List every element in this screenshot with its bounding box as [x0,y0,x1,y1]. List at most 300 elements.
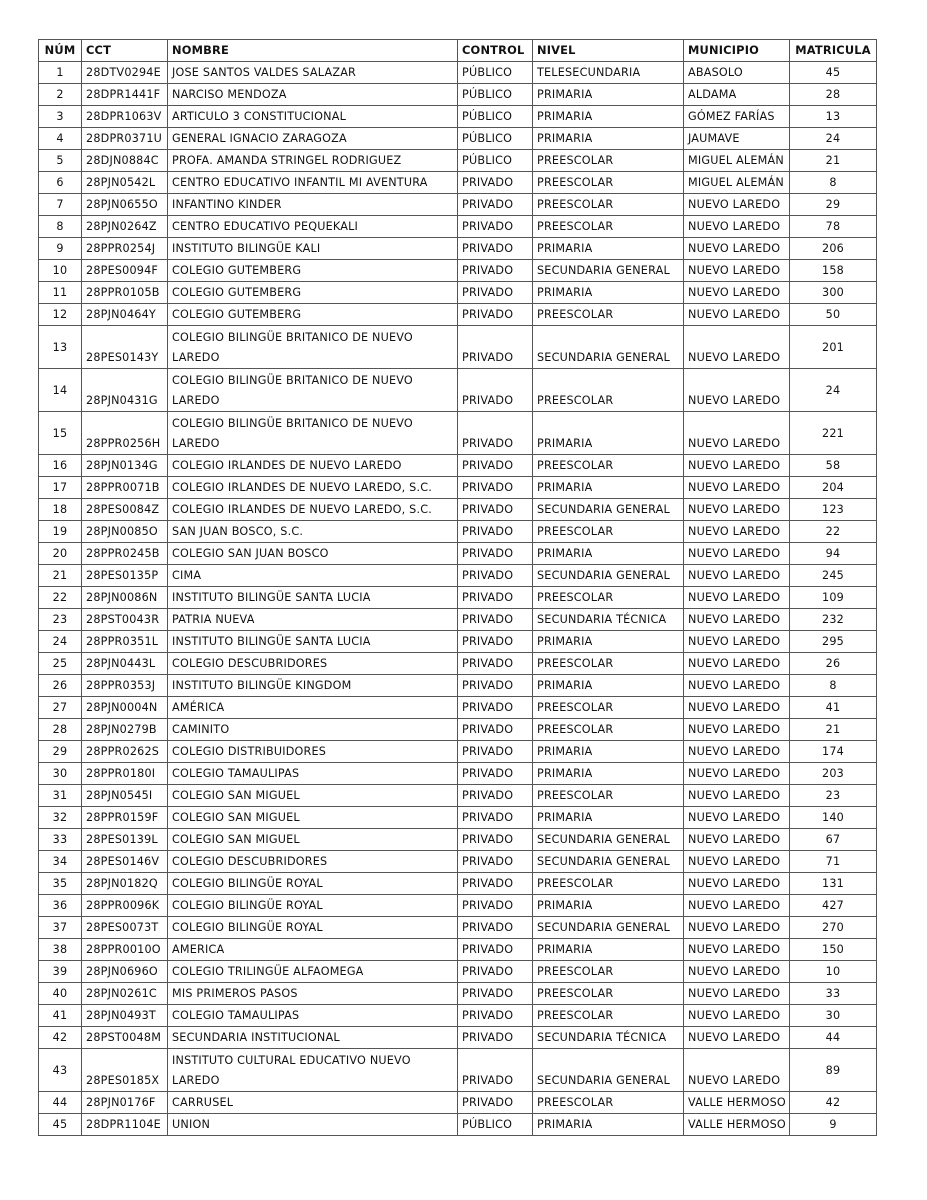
cell-cct: 28DPR1104E [82,1114,168,1136]
cell-num: 17 [39,477,82,499]
cell-nivel: PREESCOLAR [533,961,684,983]
cell-nombre: COLEGIO DISTRIBUIDORES [168,741,458,763]
table-row [39,1027,877,1049]
cell-control: PRIVADO [458,543,533,565]
cell-nivel: PREESCOLAR [533,873,684,895]
table-row [39,961,877,983]
cell-municipio: NUEVO LAREDO [684,785,790,807]
cell-municipio: NUEVO LAREDO [684,194,790,216]
cell-cct: 28PJN0261C [82,983,168,1005]
cell-num: 9 [39,238,82,260]
cell-control: PRIVADO [458,873,533,895]
cell-nivel: PRIMARIA [533,741,684,763]
cell-nombre: INSTITUTO BILINGÜE SANTA LUCIA [168,587,458,609]
cell-nivel: SECUNDARIA TÉCNICA [533,1027,684,1049]
cell-municipio: NUEVO LAREDO [684,587,790,609]
cell-municipio: VALLE HERMOSO [684,1114,790,1136]
cell-control: PRIVADO [458,194,533,216]
cell-control: PRIVADO [458,455,533,477]
cell-control: PRIVADO [458,1092,533,1114]
cell-cct: 28PJN0264Z [82,216,168,238]
cell-matricula: 33 [790,983,877,1005]
cell-nombre: COLEGIO SAN MIGUEL [168,785,458,807]
table-row [39,983,877,1005]
cell-nivel: PREESCOLAR [533,719,684,741]
table-row [39,675,877,697]
table-row [39,455,877,477]
cell-municipio: NUEVO LAREDO [684,675,790,697]
cell-municipio: NUEVO LAREDO [684,216,790,238]
cell-control: PRIVADO [458,829,533,851]
cell-cct: 28PJN0431G [82,369,168,412]
cell-nivel: PRIMARIA [533,675,684,697]
cell-nombre: CARRUSEL [168,1092,458,1114]
cell-nombre: COLEGIO TAMAULIPAS [168,1005,458,1027]
cell-num: 27 [39,697,82,719]
cell-cct: 28DPR1063V [82,106,168,128]
cell-matricula: 21 [790,150,877,172]
cell-nombre: COLEGIO DESCUBRIDORES [168,851,458,873]
cell-control: PÚBLICO [458,128,533,150]
table-row [39,807,877,829]
cell-cct: 28PPR0096K [82,895,168,917]
cell-nombre: AMERICA [168,939,458,961]
cell-cct: 28DTV0294E [82,62,168,84]
table-body [39,62,877,1136]
cell-nombre: COLEGIO BILINGÜE ROYAL [168,895,458,917]
cell-num: 14 [39,369,82,412]
cell-nivel: PRIMARIA [533,238,684,260]
cell-num: 33 [39,829,82,851]
cell-matricula: 204 [790,477,877,499]
cell-nivel: PRIMARIA [533,631,684,653]
table-row [39,653,877,675]
header-row [39,40,877,62]
cell-nombre: PATRIA NUEVA [168,609,458,631]
table-row [39,1092,877,1114]
cell-num: 23 [39,609,82,631]
cell-nivel: PRIMARIA [533,128,684,150]
cell-control: PRIVADO [458,697,533,719]
cell-nombre: INSTITUTO BILINGÜE KINGDOM [168,675,458,697]
table-row [39,609,877,631]
cell-nombre: COLEGIO SAN MIGUEL [168,807,458,829]
cell-nombre: INFANTINO KINDER [168,194,458,216]
cell-matricula: 123 [790,499,877,521]
cell-matricula: 26 [790,653,877,675]
table-row [39,106,877,128]
table-row [39,260,877,282]
cell-nivel: PRIMARIA [533,84,684,106]
cell-control: PÚBLICO [458,84,533,106]
cell-municipio: MIGUEL ALEMÁN [684,150,790,172]
cell-cct: 28PJN0182Q [82,873,168,895]
table-row [39,369,877,412]
cell-matricula: 21 [790,719,877,741]
cell-nombre: NARCISO MENDOZA [168,84,458,106]
table-row [39,412,877,455]
cell-num: 26 [39,675,82,697]
cell-num: 40 [39,983,82,1005]
cell-cct: 28DPR1441F [82,84,168,106]
cell-matricula: 10 [790,961,877,983]
cell-nombre: UNION [168,1114,458,1136]
table-row [39,543,877,565]
cell-nombre: CIMA [168,565,458,587]
cell-control: PRIVADO [458,521,533,543]
cell-num: 31 [39,785,82,807]
cell-nivel: PRIMARIA [533,543,684,565]
cell-num: 1 [39,62,82,84]
cell-control: PRIVADO [458,216,533,238]
cell-cct: 28PPR0105B [82,282,168,304]
cell-municipio: MIGUEL ALEMÁN [684,172,790,194]
cell-matricula: 45 [790,62,877,84]
table-row [39,84,877,106]
cell-municipio: NUEVO LAREDO [684,697,790,719]
cell-control: PRIVADO [458,282,533,304]
cell-municipio: NUEVO LAREDO [684,326,790,369]
cell-cct: 28PPR0159F [82,807,168,829]
cell-municipio: NUEVO LAREDO [684,282,790,304]
cell-matricula: 140 [790,807,877,829]
cell-cct: 28PPR0071B [82,477,168,499]
cell-nivel: PREESCOLAR [533,983,684,1005]
cell-nivel: PRIMARIA [533,282,684,304]
table-row [39,939,877,961]
cell-nombre: MIS PRIMEROS PASOS [168,983,458,1005]
table-row [39,895,877,917]
table-header [39,40,877,62]
cell-cct: 28PPR0245B [82,543,168,565]
cell-matricula: 221 [790,412,877,455]
cell-control: PRIVADO [458,851,533,873]
cell-num: 15 [39,412,82,455]
cell-municipio: ABASOLO [684,62,790,84]
header-nombre: NOMBRE [168,40,458,62]
schools-table [38,39,877,1136]
cell-cct: 28PJN0464Y [82,304,168,326]
cell-num: 19 [39,521,82,543]
cell-municipio: NUEVO LAREDO [684,719,790,741]
cell-matricula: 300 [790,282,877,304]
cell-nombre: CENTRO EDUCATIVO PEQUEKALI [168,216,458,238]
cell-control: PÚBLICO [458,62,533,84]
cell-matricula: 13 [790,106,877,128]
table-row [39,631,877,653]
cell-nombre: COLEGIO BILINGÜE BRITANICO DE NUEVO LAREDO [168,326,458,369]
cell-municipio: VALLE HERMOSO [684,1092,790,1114]
cell-nombre: COLEGIO SAN MIGUEL [168,829,458,851]
cell-matricula: 58 [790,455,877,477]
cell-control: PRIVADO [458,304,533,326]
cell-nivel: TELESECUNDARIA [533,62,684,84]
cell-nivel: SECUNDARIA GENERAL [533,326,684,369]
cell-num: 2 [39,84,82,106]
cell-cct: 28PPR0010O [82,939,168,961]
cell-municipio: ALDAMA [684,84,790,106]
cell-num: 8 [39,216,82,238]
cell-nivel: PREESCOLAR [533,194,684,216]
cell-matricula: 29 [790,194,877,216]
cell-nivel: PREESCOLAR [533,150,684,172]
cell-nivel: PRIMARIA [533,106,684,128]
cell-nombre: INSTITUTO CULTURAL EDUCATIVO NUEVO LAREDO [168,1049,458,1092]
cell-municipio: NUEVO LAREDO [684,653,790,675]
cell-control: PRIVADO [458,983,533,1005]
cell-matricula: 203 [790,763,877,785]
cell-num: 45 [39,1114,82,1136]
cell-matricula: 41 [790,697,877,719]
cell-num: 38 [39,939,82,961]
cell-matricula: 174 [790,741,877,763]
cell-control: PRIVADO [458,412,533,455]
cell-nivel: PREESCOLAR [533,697,684,719]
table-row [39,873,877,895]
cell-nivel: SECUNDARIA GENERAL [533,829,684,851]
cell-nombre: COLEGIO GUTEMBERG [168,260,458,282]
cell-cct: 28PES0094F [82,260,168,282]
cell-matricula: 24 [790,369,877,412]
cell-control: PÚBLICO [458,106,533,128]
table-row [39,829,877,851]
table-row [39,851,877,873]
header-cct: CCT [82,40,168,62]
cell-municipio: NUEVO LAREDO [684,741,790,763]
cell-matricula: 30 [790,1005,877,1027]
cell-num: 18 [39,499,82,521]
cell-control: PRIVADO [458,631,533,653]
cell-control: PRIVADO [458,675,533,697]
cell-control: PRIVADO [458,653,533,675]
cell-municipio: NUEVO LAREDO [684,983,790,1005]
cell-control: PRIVADO [458,260,533,282]
cell-cct: 28PST0048M [82,1027,168,1049]
table-row [39,565,877,587]
cell-municipio: NUEVO LAREDO [684,939,790,961]
cell-matricula: 71 [790,851,877,873]
table-row [39,304,877,326]
cell-matricula: 8 [790,675,877,697]
cell-nivel: PREESCOLAR [533,369,684,412]
cell-matricula: 44 [790,1027,877,1049]
cell-cct: 28PES0139L [82,829,168,851]
cell-nombre: COLEGIO BILINGÜE BRITANICO DE NUEVO LAREDO [168,369,458,412]
cell-num: 43 [39,1049,82,1092]
cell-control: PRIVADO [458,369,533,412]
cell-matricula: 109 [790,587,877,609]
table-row [39,150,877,172]
cell-matricula: 131 [790,873,877,895]
header-matricula: MATRICULA [790,40,877,62]
cell-municipio: NUEVO LAREDO [684,763,790,785]
cell-num: 36 [39,895,82,917]
cell-nivel: PREESCOLAR [533,1005,684,1027]
cell-num: 37 [39,917,82,939]
cell-num: 16 [39,455,82,477]
table-row [39,741,877,763]
cell-nivel: SECUNDARIA GENERAL [533,917,684,939]
cell-cct: 28PES0143Y [82,326,168,369]
cell-municipio: NUEVO LAREDO [684,238,790,260]
cell-cct: 28PES0185X [82,1049,168,1092]
header-municipio: MUNICIPIO [684,40,790,62]
cell-nombre: COLEGIO IRLANDES DE NUEVO LAREDO [168,455,458,477]
cell-cct: 28PJN0655O [82,194,168,216]
cell-municipio: NUEVO LAREDO [684,304,790,326]
cell-num: 24 [39,631,82,653]
table-row [39,194,877,216]
cell-num: 42 [39,1027,82,1049]
cell-matricula: 50 [790,304,877,326]
cell-matricula: 295 [790,631,877,653]
cell-control: PRIVADO [458,1005,533,1027]
cell-cct: 28PES0073T [82,917,168,939]
cell-nombre: AMÉRICA [168,697,458,719]
cell-municipio: GÓMEZ FARÍAS [684,106,790,128]
cell-matricula: 232 [790,609,877,631]
cell-control: PRIVADO [458,763,533,785]
cell-control: PRIVADO [458,172,533,194]
cell-cct: 28PJN0542L [82,172,168,194]
cell-nivel: PREESCOLAR [533,304,684,326]
cell-control: PRIVADO [458,939,533,961]
cell-cct: 28PJN0696O [82,961,168,983]
cell-control: PRIVADO [458,477,533,499]
table-row [39,1005,877,1027]
cell-nombre: COLEGIO GUTEMBERG [168,304,458,326]
cell-cct: 28PPR0351L [82,631,168,653]
cell-num: 30 [39,763,82,785]
cell-nombre: CAMINITO [168,719,458,741]
cell-num: 34 [39,851,82,873]
cell-control: PRIVADO [458,961,533,983]
cell-nivel: PREESCOLAR [533,653,684,675]
table-row [39,785,877,807]
cell-nivel: PRIMARIA [533,763,684,785]
cell-nombre: ARTICULO 3 CONSTITUCIONAL [168,106,458,128]
table-row [39,128,877,150]
table-row [39,499,877,521]
cell-cct: 28PPR0254J [82,238,168,260]
cell-nombre: GENERAL IGNACIO ZARAGOZA [168,128,458,150]
cell-nombre: COLEGIO IRLANDES DE NUEVO LAREDO, S.C. [168,499,458,521]
cell-num: 39 [39,961,82,983]
cell-nivel: SECUNDARIA TÉCNICA [533,609,684,631]
cell-control: PRIVADO [458,1049,533,1092]
cell-num: 13 [39,326,82,369]
table-row [39,1049,877,1092]
cell-municipio: NUEVO LAREDO [684,851,790,873]
cell-cct: 28DJN0884C [82,150,168,172]
cell-municipio: NUEVO LAREDO [684,807,790,829]
cell-matricula: 158 [790,260,877,282]
cell-matricula: 245 [790,565,877,587]
cell-num: 32 [39,807,82,829]
cell-cct: 28PES0146V [82,851,168,873]
cell-nivel: SECUNDARIA GENERAL [533,1049,684,1092]
cell-matricula: 427 [790,895,877,917]
header-num: NÚM [39,40,82,62]
cell-matricula: 270 [790,917,877,939]
cell-matricula: 28 [790,84,877,106]
cell-nivel: SECUNDARIA GENERAL [533,260,684,282]
cell-nivel: PRIMARIA [533,1114,684,1136]
cell-nombre: SECUNDARIA INSTITUCIONAL [168,1027,458,1049]
table-row [39,238,877,260]
cell-nombre: SAN JUAN BOSCO, S.C. [168,521,458,543]
cell-num: 10 [39,260,82,282]
cell-num: 41 [39,1005,82,1027]
cell-control: PRIVADO [458,1027,533,1049]
cell-cct: 28PPR0256H [82,412,168,455]
cell-nombre: COLEGIO BILINGÜE ROYAL [168,917,458,939]
cell-control: PRIVADO [458,785,533,807]
cell-nivel: SECUNDARIA GENERAL [533,499,684,521]
cell-control: PRIVADO [458,326,533,369]
cell-num: 6 [39,172,82,194]
cell-num: 21 [39,565,82,587]
cell-matricula: 24 [790,128,877,150]
cell-cct: 28DPR0371U [82,128,168,150]
table-row [39,697,877,719]
cell-nombre: PROFA. AMANDA STRINGEL RODRIGUEZ [168,150,458,172]
cell-control: PRIVADO [458,565,533,587]
cell-matricula: 94 [790,543,877,565]
cell-control: PRIVADO [458,719,533,741]
cell-num: 4 [39,128,82,150]
cell-cct: 28PJN0493T [82,1005,168,1027]
cell-nivel: PREESCOLAR [533,785,684,807]
cell-nivel: PREESCOLAR [533,587,684,609]
cell-cct: 28PPR0180I [82,763,168,785]
header-control: CONTROL [458,40,533,62]
table-row [39,719,877,741]
cell-nivel: PRIMARIA [533,939,684,961]
cell-nombre: INSTITUTO BILINGÜE SANTA LUCIA [168,631,458,653]
cell-municipio: NUEVO LAREDO [684,369,790,412]
table-row [39,477,877,499]
cell-nombre: COLEGIO BILINGÜE BRITANICO DE NUEVO LAREDO [168,412,458,455]
cell-control: PÚBLICO [458,150,533,172]
cell-municipio: NUEVO LAREDO [684,499,790,521]
cell-num: 25 [39,653,82,675]
table-row [39,1114,877,1136]
cell-num: 7 [39,194,82,216]
cell-cct: 28PJN0443L [82,653,168,675]
cell-nivel: PRIMARIA [533,412,684,455]
cell-cct: 28PPR0353J [82,675,168,697]
cell-control: PRIVADO [458,807,533,829]
table-row [39,763,877,785]
cell-cct: 28PES0084Z [82,499,168,521]
cell-municipio: NUEVO LAREDO [684,631,790,653]
cell-cct: 28PPR0262S [82,741,168,763]
cell-nivel: PRIMARIA [533,895,684,917]
cell-cct: 28PJN0545I [82,785,168,807]
cell-nivel: SECUNDARIA GENERAL [533,851,684,873]
cell-matricula: 67 [790,829,877,851]
cell-cct: 28PJN0176F [82,1092,168,1114]
cell-municipio: JAUMAVE [684,128,790,150]
table-row [39,172,877,194]
cell-municipio: NUEVO LAREDO [684,1005,790,1027]
cell-num: 35 [39,873,82,895]
cell-municipio: NUEVO LAREDO [684,1049,790,1092]
cell-nombre: COLEGIO DESCUBRIDORES [168,653,458,675]
cell-municipio: NUEVO LAREDO [684,829,790,851]
table-row [39,587,877,609]
